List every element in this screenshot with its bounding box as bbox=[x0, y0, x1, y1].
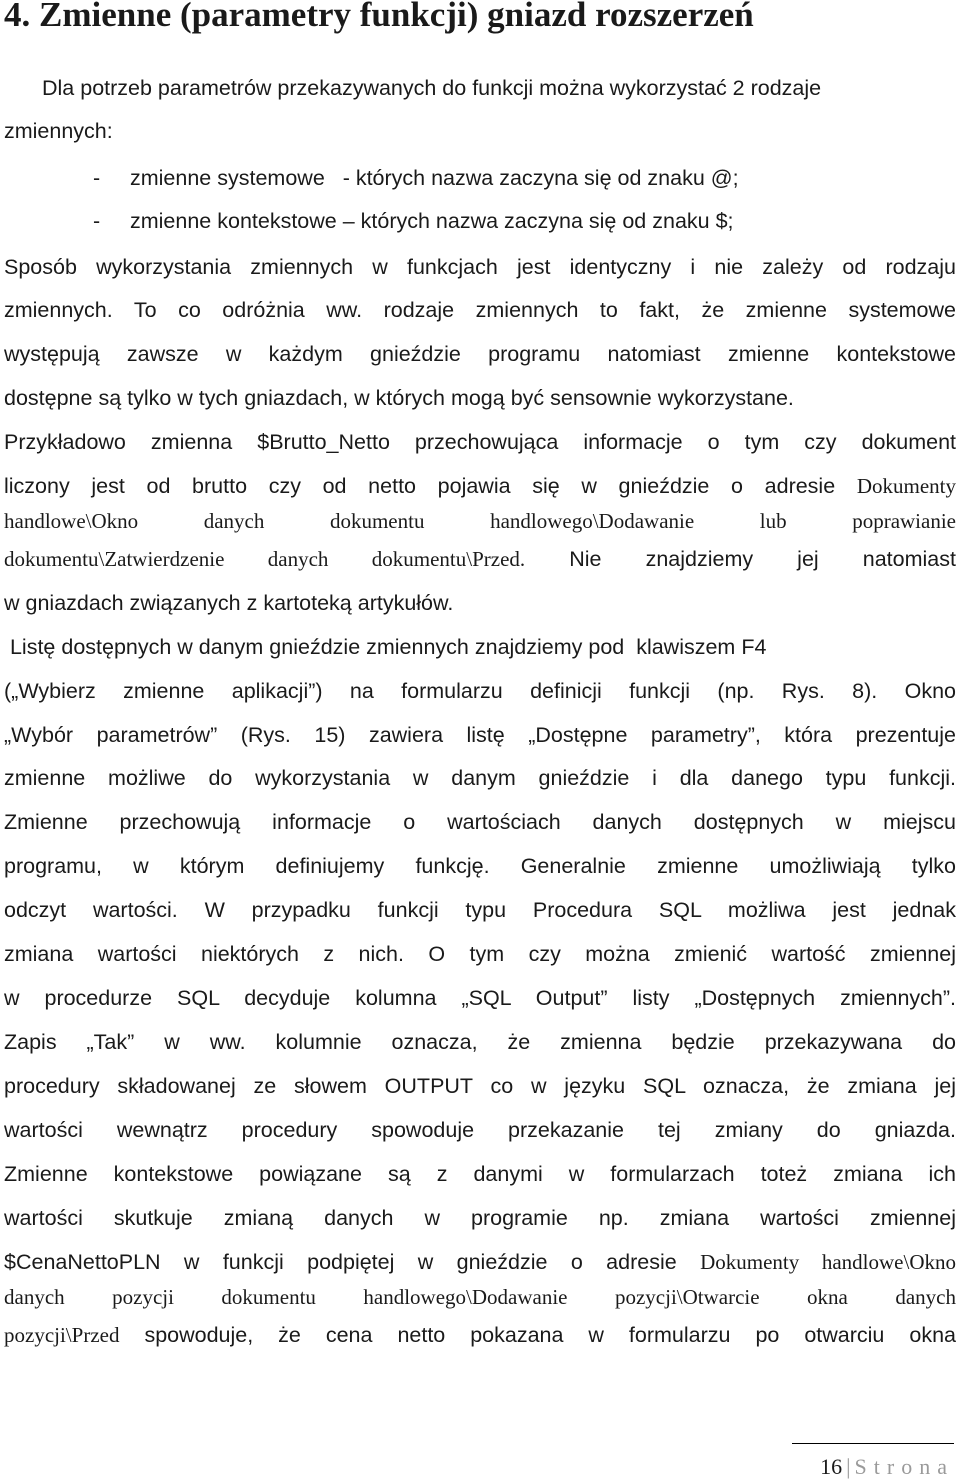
paragraph-line: „Wybór parametrów” (Rys. 15) zawiera listę „Dostępne parametry”, która prezentuje bbox=[4, 723, 956, 747]
paragraph-line: w gniazdach związanych z kartoteką artykułów. bbox=[4, 591, 454, 615]
paragraph-line bbox=[4, 1320, 956, 1350]
paragraph-line: zmiennych: bbox=[4, 119, 113, 143]
line-text: $CenaNettoPLN w funkcji podpiętej w gnieździe o adresie bbox=[4, 1250, 677, 1274]
paragraph-line bbox=[4, 471, 956, 501]
bullet-item bbox=[93, 206, 956, 236]
paragraph-line: Przykładowo zmienna $Brutto_Netto przechowująca informacje o tym czy dokument bbox=[4, 430, 956, 454]
path-line: handlowe\Okno danych dokumentu handlowego\Dodawanie lub poprawianie bbox=[4, 509, 956, 533]
paragraph-line: wartości skutkuje zmianą danych w programie np. zmiana wartości zmiennej bbox=[4, 1206, 956, 1230]
page-label: Strona bbox=[854, 1454, 954, 1479]
paragraph-line: wartości wewnątrz procedury spowoduje przekazanie tej zmiany do gniazda. bbox=[4, 1118, 956, 1142]
paragraph-line: Zapis „Tak” w ww. kolumnie oznacza, że zmienna będzie przekazywana do bbox=[4, 1030, 956, 1054]
line-text: liczony jest od brutto czy od netto pojawia się w gnieździe o adresie bbox=[4, 474, 836, 498]
paragraph-line: zmiennych. To co odróżnia ww. rodzaje zmiennych to fakt, że zmienne systemowe bbox=[4, 298, 956, 322]
bullet-text: zmienne systemowe - których nazwa zaczyna się od znaku @; bbox=[130, 166, 739, 190]
path-text: Dokumenty handlowe\Okno bbox=[700, 1250, 956, 1274]
paragraph-line bbox=[4, 544, 956, 574]
paragraph-line: procedury składowanej ze słowem OUTPUT co w języku SQL oznacza, że zmiana jej bbox=[4, 1074, 956, 1098]
path-text: pozycji\Przed bbox=[4, 1323, 120, 1347]
paragraph-line: programu, w którym definiujemy funkcję. Generalnie zmienne umożliwiają tylko bbox=[4, 854, 956, 878]
bullet-item bbox=[93, 163, 956, 193]
paragraph-line: Zmienne kontekstowe powiązane są z danymi w formularzach toteż zmiana ich bbox=[4, 1162, 956, 1186]
paragraph-line: Dla potrzeb parametrów przekazywanych do funkcji można wykorzystać 2 rodzaje bbox=[42, 76, 822, 100]
paragraph-line: zmiana wartości niektórych z nich. O tym czy można zmienić wartość zmiennej bbox=[4, 942, 956, 966]
section-heading: 4. Zmienne (parametry funkcji) gniazd rozszerzeń bbox=[4, 0, 754, 34]
path-line: danych pozycji dokumentu handlowego\Dodawanie pozycji\Otwarcie okna danych bbox=[4, 1285, 956, 1309]
path-text: Dokumenty bbox=[856, 474, 956, 498]
bullet-text: zmienne kontekstowe – których nazwa zaczyna się od znaku $; bbox=[130, 209, 734, 233]
bullet-dash: - bbox=[93, 166, 101, 190]
path-text: dokumentu\Zatwierdzenie danych dokumentu\Przed. bbox=[4, 547, 526, 571]
paragraph-line: występują zawsze w każdym gnieździe programu natomiast zmienne kontekstowe bbox=[4, 342, 956, 366]
paragraph-line: w procedurze SQL decyduje kolumna „SQL Output” listy „Dostępnych zmiennych”. bbox=[4, 986, 956, 1010]
paragraph-line: Listę dostępnych w danym gnieździe zmiennych znajdziemy pod klawiszem F4 bbox=[4, 635, 767, 659]
bullet-dash: - bbox=[93, 209, 101, 233]
paragraph-line: Sposób wykorzystania zmiennych w funkcjach jest identyczny i nie zależy od rodzaju bbox=[4, 255, 956, 279]
line-text: Nie znajdziemy jej natomiast bbox=[569, 547, 956, 571]
paragraph-line: Zmienne przechowują informacje o wartościach danych dostępnych w miejscu bbox=[4, 810, 956, 834]
footer-separator: | bbox=[846, 1454, 851, 1479]
paragraph-line: odczyt wartości. W przypadku funkcji typu Procedura SQL możliwa jest jednak bbox=[4, 898, 956, 922]
paragraph-line: („Wybierz zmienne aplikacji”) na formularzu definicji funkcji (np. Rys. 8). Okno bbox=[4, 679, 956, 703]
page-number: 16 bbox=[820, 1454, 843, 1479]
page-footer bbox=[820, 1452, 954, 1482]
paragraph-line bbox=[4, 1247, 956, 1277]
paragraph-line: zmienne możliwe do wykorzystania w danym gnieździe i dla danego typu funkcji. bbox=[4, 766, 956, 790]
paragraph-line: dostępne są tylko w tych gniazdach, w których mogą być sensownie wykorzystane. bbox=[4, 386, 794, 410]
line-text: spowoduje, że cena netto pokazana w formularzu po otwarciu okna bbox=[144, 1323, 956, 1347]
footer-rule bbox=[792, 1443, 954, 1444]
